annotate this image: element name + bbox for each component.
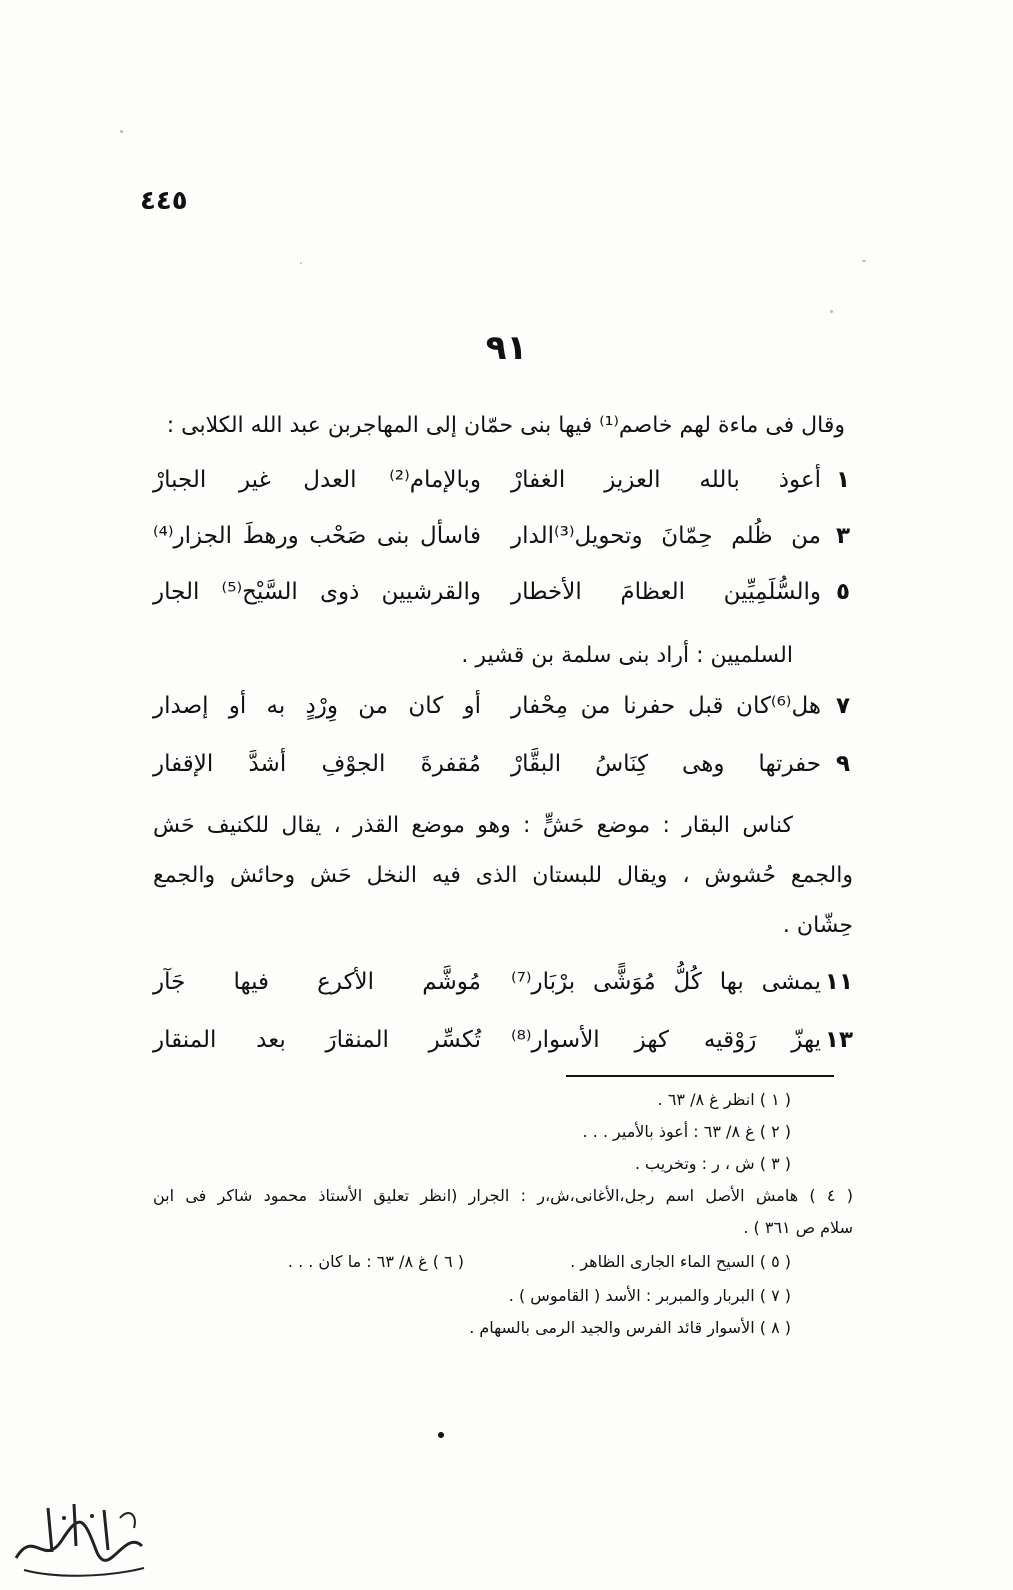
verse-line xyxy=(153,572,853,612)
verse-number: ١ xyxy=(835,467,851,493)
footnote-separator xyxy=(566,1075,834,1077)
page-ornament-dot xyxy=(438,1432,444,1438)
verse-first-hemistich: هل⁽⁶⁾كان قبل حفرنا من مِحْفار xyxy=(511,693,821,719)
verse-line xyxy=(153,516,853,556)
footnote: ( ٢ ) غ ٨/ ٦٣ : أعوذ بالأمير . . . xyxy=(582,1122,791,1141)
verse-number: ١٣ xyxy=(824,1027,853,1053)
footnote: ( ٧ ) البربار والمبربر : الأسد ( القاموس ) . xyxy=(508,1286,791,1305)
verse-first-hemistich: يمشى بها كُلُّ مُوَشًّى برْبَار⁽⁷⁾ xyxy=(511,969,821,995)
scan-speck xyxy=(300,262,302,264)
verse-line xyxy=(153,686,853,726)
commentary-line: كناس البقار : موضع حَشٍّ : وهو موضع القذر ، يقال للكنيف حَش xyxy=(153,813,793,838)
verse-number: ١١ xyxy=(824,969,853,995)
footnote: ( ٣ ) ش ، ر : وتخريب . xyxy=(634,1154,791,1173)
verse-second-hemistich: أو كان من وِرْدٍ به أو إصدار xyxy=(153,693,481,719)
page-number: ٤٤٥ xyxy=(140,186,188,216)
footnote: ( ٨ ) الأسوار قائد الفرس والجيد الرمى بالسهام . xyxy=(469,1318,791,1337)
footnote: ( ٦ ) غ ٨/ ٦٣ : ما كان . . . xyxy=(287,1252,464,1271)
scan-speck xyxy=(830,310,833,313)
verse-first-hemistich: أعوذ بالله العزيز الغفارْ xyxy=(511,467,821,493)
commentary-line: حِشّان . xyxy=(782,913,853,938)
footnote: ( ٤ ) هامش الأصل اسم رجل،الأغانى،ش،ر : الجرار (انظر تعليق الأستاذ محمود شاكر فى ابن xyxy=(153,1186,853,1205)
library-stamp-logo xyxy=(4,1488,154,1584)
verse-first-hemistich: من ظُلم حِمّانَ وتحويل⁽³⁾الدار xyxy=(511,523,821,549)
scan-speck xyxy=(862,260,866,262)
commentary-line: والجمع حُشوش ، ويقال للبستان الذى فيه النخل حَش وحائش والجمع xyxy=(153,863,853,888)
verse-second-hemistich: فاسأل بنى صَحْب ورهطَ الجزار⁽⁴⁾ xyxy=(153,523,481,549)
verse-line xyxy=(153,744,853,784)
verse-second-hemistich: وبالإمام⁽²⁾ العدل غير الجبارْ xyxy=(153,467,481,493)
verse-second-hemistich: مُقفرةَ الجوْفِ أشدَّ الإقفار xyxy=(153,751,481,777)
verse-first-hemistich: حفرتها وهى كِنَاسُ البقَّارْ xyxy=(511,751,821,777)
verse-second-hemistich: والقرشيين ذوى السَّيْح⁽⁵⁾ الجار xyxy=(153,579,481,605)
verse-number: ٩ xyxy=(835,751,851,777)
footnote: ( ٥ ) السيح الماء الجارى الظاهر . xyxy=(570,1252,791,1271)
poem-number: ٩١ xyxy=(485,328,528,368)
poem-introduction: وقال فى ماءة لهم خاصم⁽¹⁾ فيها بنى حمّان إلى المهاجربن عبد الله الكلابى : xyxy=(166,413,845,438)
verse-first-hemistich: يهزّ رَوْقيه كهز الأسوار⁽⁸⁾ xyxy=(511,1027,821,1053)
verse-number: ٣ xyxy=(835,523,851,549)
verse-line xyxy=(153,460,853,500)
footnote-continuation: سلام ص ٣٦١ ) . xyxy=(743,1218,853,1237)
verse-first-hemistich: والسُّلَمِيِّين العظامَ الأخطار xyxy=(511,579,821,605)
verse-second-hemistich: مُوشَّم الأكرع فيها جَآر xyxy=(153,969,481,995)
verse-number: ٧ xyxy=(835,693,851,719)
scan-speck xyxy=(120,130,123,133)
calligraphy-logo-icon xyxy=(4,1488,154,1584)
footnote: ( ١ ) انظر غ ٨/ ٦٣ . xyxy=(657,1090,791,1109)
verse-second-hemistich: تُكسِّر المنقارَ بعد المنقار xyxy=(153,1027,481,1053)
verse-number: ٥ xyxy=(835,579,851,605)
verse-line xyxy=(153,1020,853,1060)
verse-line xyxy=(153,962,853,1002)
commentary-line: السلميين : أراد بنى سلمة بن قشير . xyxy=(461,643,793,668)
